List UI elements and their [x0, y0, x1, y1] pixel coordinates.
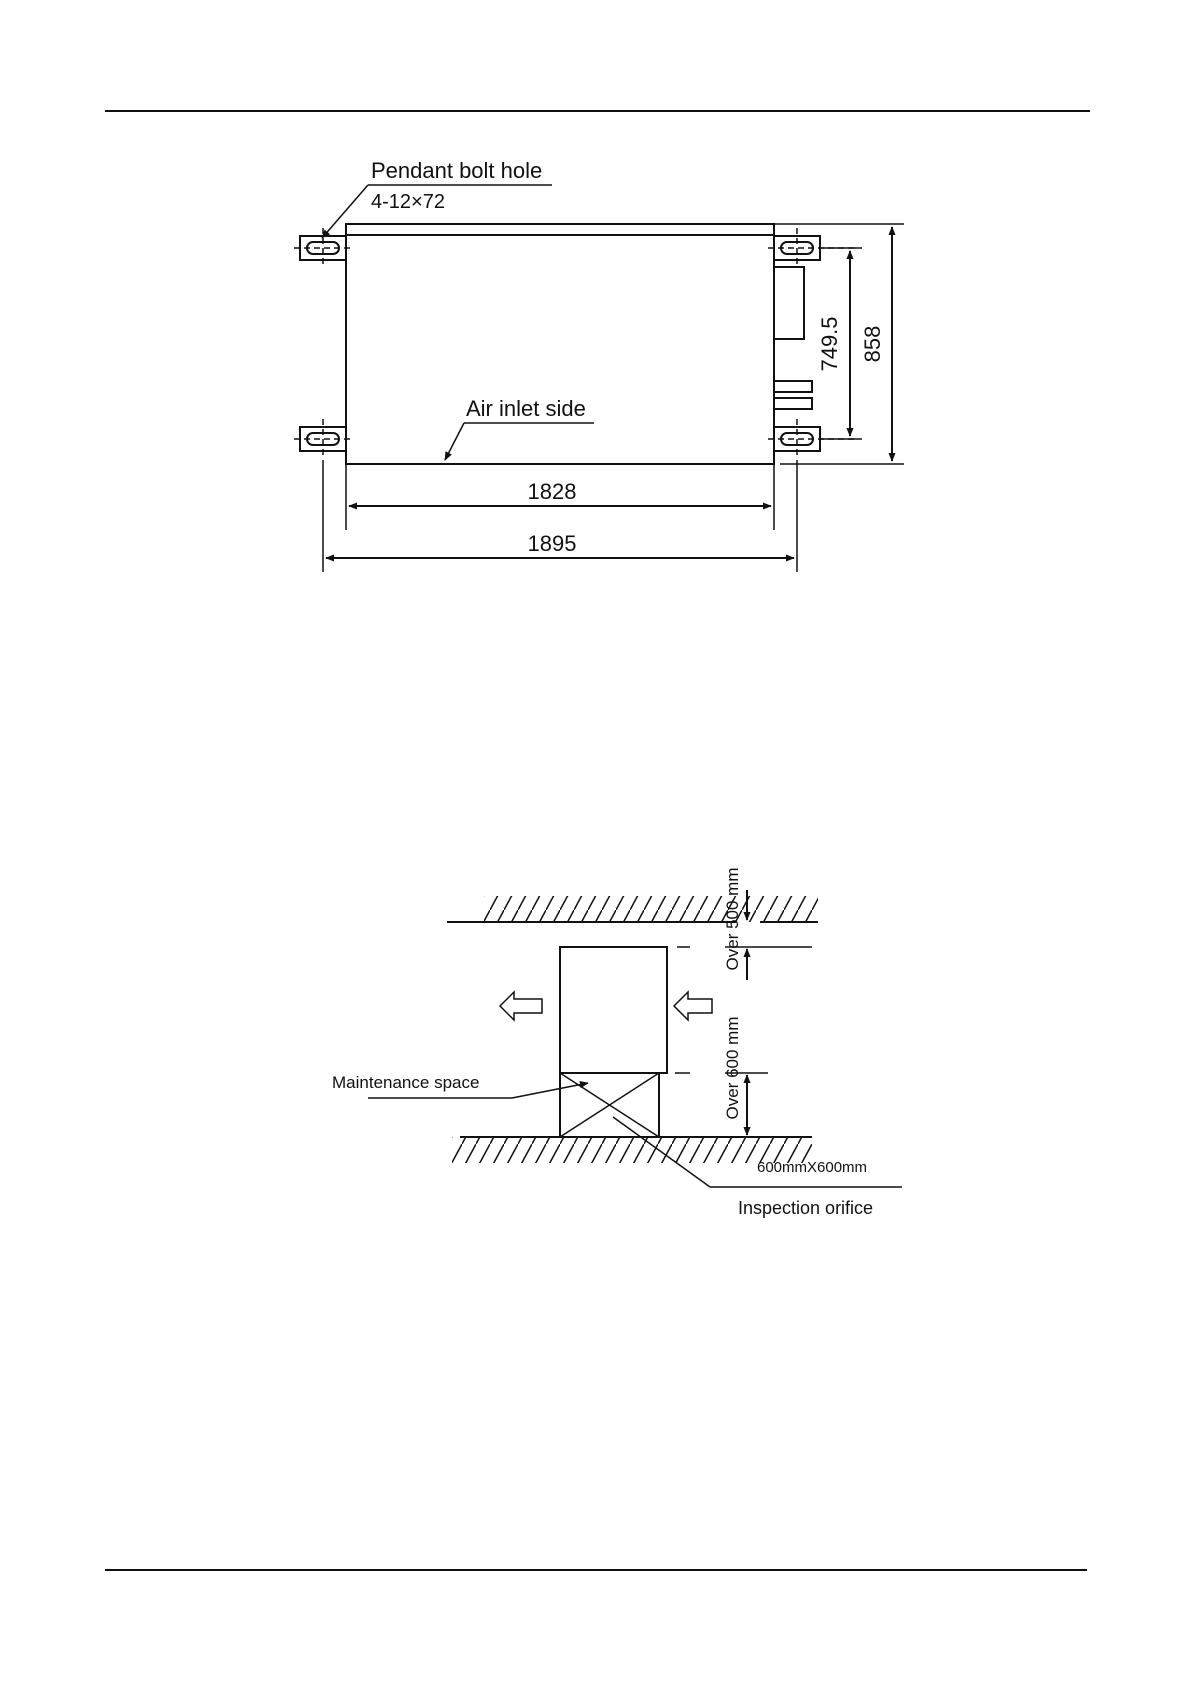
hanger-bracket-bottom-left — [294, 419, 350, 459]
hanger-bracket-top-left — [294, 228, 350, 268]
maintenance-leader-arrow — [512, 1083, 588, 1098]
pipe-connector-1 — [774, 381, 812, 392]
dim-outer-width-label: 1895 — [527, 531, 577, 556]
extension-lines — [323, 224, 904, 572]
air-inlet-label: Air inlet side — [466, 396, 586, 421]
inspection-orifice-label: Inspection orifice — [738, 1198, 874, 1218]
bottom-clearance-label: Over 600 mm — [723, 1016, 742, 1120]
maintenance-space-label: Maintenance space — [332, 1073, 480, 1092]
unit-top-view — [346, 224, 812, 464]
pipe-connector-2 — [774, 398, 812, 409]
dim-hole-spacing-label: 749.5 — [817, 316, 842, 372]
bolt-hole-label: Pendant bolt hole — [371, 158, 543, 183]
dim-overall-height-label: 858 — [860, 325, 885, 363]
top-clearance-label: Over 500 mm — [723, 867, 742, 971]
bolt-hole-spec: 4-12×72 — [371, 191, 445, 213]
unit-body-outline — [346, 224, 774, 464]
indoor-unit-side — [560, 947, 667, 1073]
orifice-size-label: 600mmX600mm — [757, 1159, 868, 1176]
maintenance-space-box — [560, 1073, 659, 1137]
airflow-in-arrow — [674, 992, 712, 1020]
ceiling-hatch — [447, 896, 818, 922]
air-inlet-leader-arrow — [445, 423, 464, 460]
airflow-out-arrow — [500, 992, 542, 1020]
dim-inner-width-label: 1828 — [527, 479, 577, 504]
control-box — [774, 267, 804, 339]
